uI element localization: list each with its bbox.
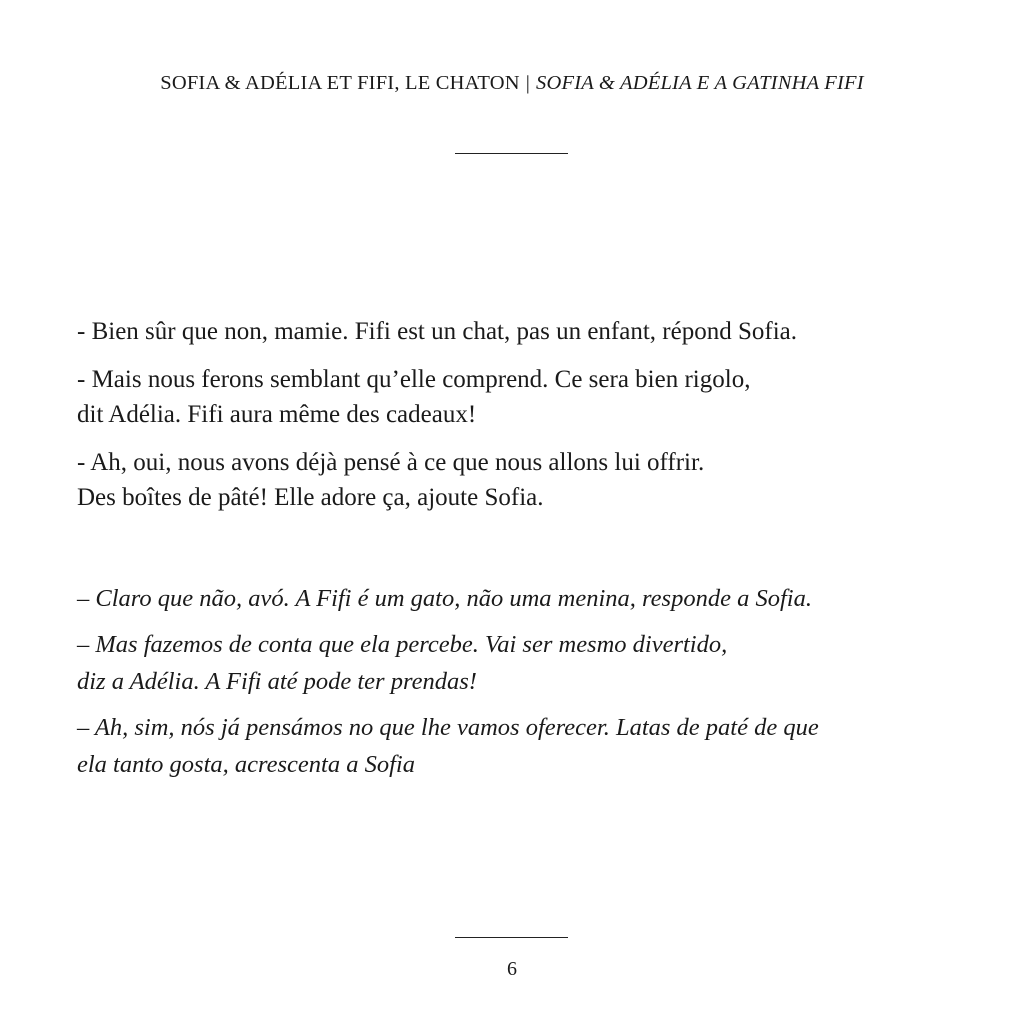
french-paragraph-3 <box>77 445 957 515</box>
french-paragraph-1 <box>77 314 957 349</box>
portuguese-paragraph-2 <box>77 626 957 700</box>
header-title-portuguese: SOFIA & ADÉLIA E A GATINHA FIFI <box>536 72 864 94</box>
top-divider <box>455 153 568 154</box>
text-line: dit Adélia. Fifi aura même des cadeaux! <box>77 401 477 428</box>
french-paragraph-2 <box>77 362 957 432</box>
text-line: - Ah, oui, nous avons déjà pensé à ce que nous allons lui offrir. <box>77 449 705 476</box>
portuguese-paragraph-1 <box>77 580 957 617</box>
header-title-french: SOFIA & ADÉLIA ET FIFI, LE CHATON <box>160 72 520 94</box>
portuguese-paragraph-3 <box>77 709 957 783</box>
text-line: diz a Adélia. A Fifi até pode ter prendas! <box>77 668 477 695</box>
text-line: Des boîtes de pâté! Elle adore ça, ajoute Sofia. <box>77 484 544 511</box>
text-line: ela tanto gosta, acrescenta a Sofia <box>77 751 415 778</box>
header-separator: | <box>525 72 531 94</box>
text-line: – Claro que não, avó. A Fifi é um gato, não uma menina, responde a Sofia. <box>77 585 812 612</box>
text-line: – Mas fazemos de conta que ela percebe. Vai ser mesmo divertido, <box>77 631 728 658</box>
text-line: - Bien sûr que non, mamie. Fifi est un chat, pas un enfant, répond Sofia. <box>77 318 797 345</box>
bottom-divider <box>455 937 568 938</box>
text-line: - Mais nous ferons semblant qu’elle comprend. Ce sera bien rigolo, <box>77 366 751 393</box>
page-number: 6 <box>507 958 517 980</box>
portuguese-text-block <box>77 580 957 792</box>
text-line: – Ah, sim, nós já pensámos no que lhe vamos oferecer. Latas de paté de que <box>77 714 819 741</box>
running-header <box>0 72 1024 95</box>
french-text-block <box>77 314 957 528</box>
